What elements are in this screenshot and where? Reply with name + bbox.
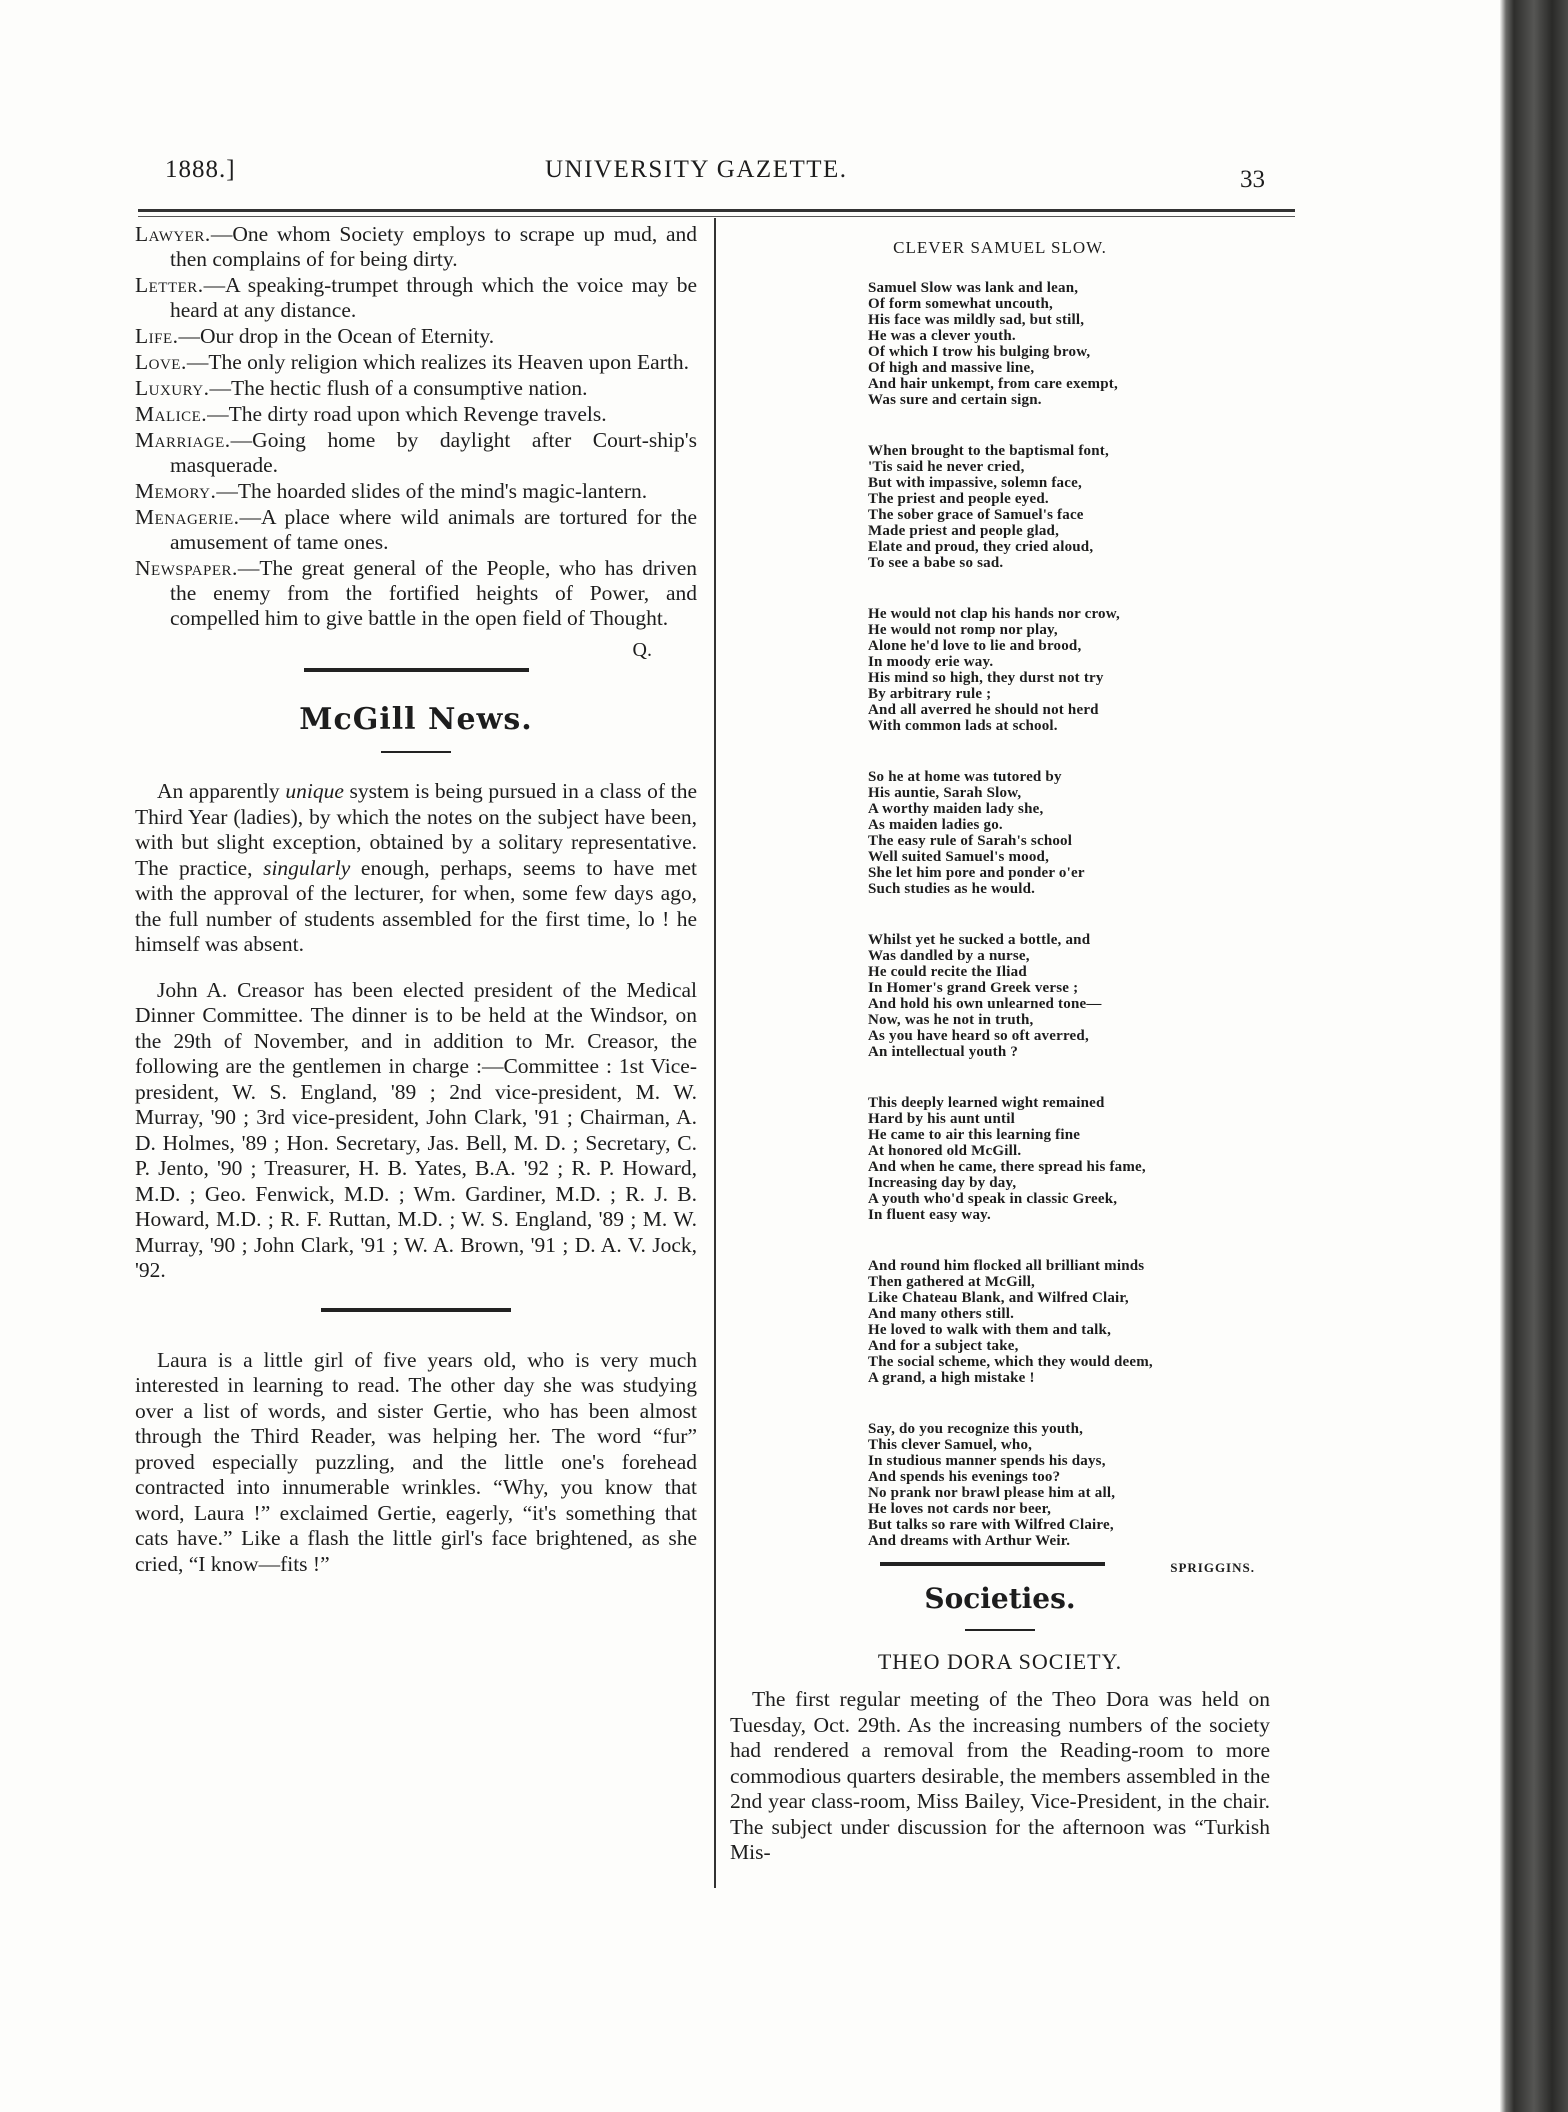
header-rule (138, 209, 1295, 212)
definition-entry (135, 376, 697, 401)
poem-line: When brought to the baptismal font, (868, 443, 1109, 459)
definition-term: Lawyer. (135, 222, 211, 246)
poem-line: Of which I trow his bulging brow, (868, 344, 1091, 360)
poem-line: No prank nor brawl please him at all, (868, 1485, 1116, 1501)
page-number: 33 (1240, 166, 1265, 193)
definition-term: Luxury. (135, 376, 210, 400)
societies-heading: Societies. (924, 1582, 1076, 1615)
poem-line: And spends his evenings too? (868, 1469, 1061, 1485)
poem-line: She let him pore and ponder o'er (868, 865, 1085, 881)
poem-line: Now, was he not in truth, (868, 1012, 1034, 1028)
poem-signature: SPRIGGINS. (1170, 1560, 1255, 1575)
right-column (730, 238, 1270, 1866)
poem-line: A youth who'd speak in classic Greek, (868, 1191, 1118, 1207)
poem-line: With common lads at school. (868, 718, 1058, 734)
news-paragraph-1: An apparently unique system is being pursued in a class of the Third Year (ladies), by which the notes on the subject have been, with but slight exception, obtained by a solitary representative. The practice, singularly enough, perhaps, seems to have met with the approval of the lecturer, for when, some few days ago, the full number of students assembled for the first time, lo ! he himself was absent. (135, 779, 698, 956)
definition-text: —The hoarded slides of the mind's magic-lantern. (216, 479, 648, 503)
poem-line: He loved to walk with them and talk, (868, 1322, 1112, 1338)
poem-line: He would not clap his hands nor crow, (868, 606, 1120, 622)
definition-term: Love. (135, 350, 187, 374)
poem-stanza (868, 280, 1270, 408)
section-rule-2 (321, 1308, 511, 1312)
definition-text: —One whom Society employs to scrape up mud, and then complains of for being dirty. (170, 222, 697, 271)
heading-rule (381, 751, 451, 753)
poem-line: At honored old McGill. (868, 1143, 1022, 1159)
poem-line: And hair unkempt, from care exempt, (868, 376, 1118, 392)
left-column (135, 222, 697, 1577)
poem-line: In fluent easy way. (868, 1207, 991, 1223)
definition-term: Menagerie. (135, 505, 240, 529)
definitions-list (135, 222, 697, 631)
header-year: 1888.] (165, 156, 236, 183)
poem-line: A worthy maiden lady she, (868, 801, 1044, 817)
poem-line: And many others still. (868, 1306, 1015, 1322)
poem-line: He loves not cards nor beer, (868, 1501, 1052, 1517)
column-divider (714, 218, 716, 1888)
poem-line: In Homer's grand Greek verse ; (868, 980, 1079, 996)
definition-text: —The only religion which realizes its Heaven upon Earth. (186, 350, 689, 374)
definition-entry (135, 556, 697, 631)
poem-stanza (868, 606, 1270, 734)
poem-line: In moody erie way. (868, 654, 994, 670)
poem-line: But talks so rare with Wilfred Claire, (868, 1517, 1114, 1533)
poem-line: Whilst yet he sucked a bottle, and (868, 932, 1091, 948)
poem-line: Such studies as he would. (868, 881, 1036, 897)
poem-line: The easy rule of Sarah's school (868, 833, 1073, 849)
definition-entry (135, 222, 697, 272)
poem-line: Say, do you recognize this youth, (868, 1421, 1084, 1437)
poem-line: Alone he'd love to lie and brood, (868, 638, 1082, 654)
book-spine (1500, 0, 1568, 2112)
definition-term: Marriage. (135, 428, 231, 452)
definitions-signature: Q. (632, 639, 652, 661)
poem-line: 'Tis said he never cried, (868, 459, 1025, 475)
poem-line: The priest and people eyed. (868, 491, 1049, 507)
poem-line: But with impassive, solemn face, (868, 475, 1082, 491)
poem-line: His face was mildly sad, but still, (868, 312, 1085, 328)
societies-rule (965, 1629, 1035, 1631)
poem-line: Was dandled by a nurse, (868, 948, 1030, 964)
definition-term: Malice. (135, 402, 208, 426)
poem-line: So he at home was tutored by (868, 769, 1062, 785)
poem-line: And round him flocked all brilliant minds (868, 1258, 1145, 1274)
definition-text: —Our drop in the Ocean of Eternity. (178, 324, 495, 348)
poem-line: The sober grace of Samuel's face (868, 507, 1084, 523)
definition-term: Memory. (135, 479, 217, 503)
news-paragraph-2: John A. Creasor has been elected president of the Medical Dinner Committee. The dinner is to be held at the Windsor, on the 29th of November, and in addition to Mr. Creasor, the following are the gentlemen in charge :—Committee : 1st Vice-president, W. S. England, '89 ; 2nd vice-president, M. W. Murray, '90 ; 3rd vice-president, John Clark, '91 ; Chairman, A. D. Holmes, '89 ; Hon. Secretary, Jas. Bell, M. D. ; Secretary, C. P. Jento, '90 ; Treasurer, H. B. Yates, B.A. '92 ; R. P. Howard, M.D. ; Geo. Fenwick, M.D. ; Wm. Gardiner, M.D. ; R. J. B. Howard, M.D. ; R. F. Ruttan, M.D. ; W. S. England, '89 ; M. W. Murray, '90 ; John Clark, '91 ; W. A. Brown, '91 ; D. A. V. Jock, '92. (135, 977, 697, 1282)
poem-line: To see a babe so sad. (868, 555, 1004, 571)
definition-entry (135, 402, 697, 427)
section-rule (304, 668, 529, 672)
poem-line: A grand, a high mistake ! (868, 1370, 1035, 1386)
poem-line: As maiden ladies go. (868, 817, 1003, 833)
societies-paragraph: The first regular meeting of the Theo Dora was held on Tuesday, Oct. 29th. As the increasing numbers of the society had rendered a removal from the Reading-room to more commodious quarters desirable, the members assembled in the 2nd year class-room, Miss Bailey, Vice-President, in the chair. The subject under discussion for the afternoon was “Turkish Mis- (730, 1687, 1270, 1864)
poem-line: His mind so high, they durst not try (868, 670, 1104, 686)
definition-entry (135, 428, 697, 478)
poem-line: Of form somewhat uncouth, (868, 296, 1053, 312)
definition-text: —The great general of the People, who has driven the enemy from the fortified heights of Power, and compelled him to give battle in the open field of Thought. (170, 556, 697, 630)
poem-line: In studious manner spends his days, (868, 1453, 1106, 1469)
page-header (150, 156, 1290, 196)
poem-line: Like Chateau Blank, and Wilfred Clair, (868, 1290, 1129, 1306)
poem-line: He would not romp nor play, (868, 622, 1058, 638)
poem-line: Made priest and people glad, (868, 523, 1060, 539)
definition-entry (135, 505, 697, 555)
poem-line: Of high and massive line, (868, 360, 1035, 376)
poem-line: He could recite the Iliad (868, 964, 1027, 980)
poem-line: And for a subject take, (868, 1338, 1019, 1354)
definition-entry (135, 324, 697, 349)
poem-line: And dreams with Arthur Weir. (868, 1533, 1071, 1549)
poem-line: His auntie, Sarah Slow, (868, 785, 1022, 801)
poem-line: He was a clever youth. (868, 328, 1016, 344)
poem-line: He came to air this learning fine (868, 1127, 1081, 1143)
poem-line: By arbitrary rule ; (868, 686, 992, 702)
poem-line: An intellectual youth ? (868, 1044, 1019, 1060)
poem-title: CLEVER SAMUEL SLOW. (893, 238, 1107, 257)
poem-line: This clever Samuel, who, (868, 1437, 1033, 1453)
poem-line: Increasing day by day, (868, 1175, 1017, 1191)
mcgill-news-heading: McGill News. (299, 702, 533, 737)
poem-line: Hard by his aunt until (868, 1111, 1015, 1127)
poem-stanzas (730, 280, 1270, 1549)
news-paragraph-3: Laura is a little girl of five years old, who is very much interested in learning to read. The other day she was studying over a list of words, and sister Gertie, who has been almost through the Third Reader, was helping her. The word “fur” proved especially puzzling, and the little one's forehead contracted into innumerable wrinkles. “Why, you know that word, Laura !” exclaimed Gertie, eagerly, “it's something that cats have.” Like a flash the little girl's face brightened, as she cried, “I know—fits !” (135, 1347, 697, 1576)
poem-stanza (868, 1421, 1270, 1549)
definition-entry (135, 479, 697, 504)
poem-stanza (868, 932, 1270, 1060)
definition-entry (135, 350, 697, 375)
poem-line: This deeply learned wight remained (868, 1095, 1105, 1111)
poem-line: And when he came, there spread his fame, (868, 1159, 1146, 1175)
poem-line: As you have heard so oft averred, (868, 1028, 1089, 1044)
definition-entry (135, 273, 697, 323)
poem-line: Samuel Slow was lank and lean, (868, 280, 1079, 296)
definition-term: Newspaper. (135, 556, 238, 580)
poem-line: Well suited Samuel's mood, (868, 849, 1050, 865)
definition-text: —A place where wild animals are tortured for the amusement of tame ones. (170, 505, 697, 554)
poem-stanza (868, 769, 1270, 897)
definition-text: —Going home by daylight after Court-ship's masquerade. (170, 428, 697, 477)
definition-text: —The hectic flush of a consumptive nation. (209, 376, 588, 400)
definition-text: —The dirty road upon which Revenge travels. (207, 402, 607, 426)
poem-stanza (868, 1095, 1270, 1223)
definition-term: Life. (135, 324, 179, 348)
poem-line: The social scheme, which they would deem, (868, 1354, 1153, 1370)
header-title: UNIVERSITY GAZETTE. (545, 156, 848, 183)
poem-line: Was sure and certain sign. (868, 392, 1042, 408)
poem-stanza (868, 1258, 1270, 1386)
definition-text: —A speaking-trumpet through which the voice may be heard at any distance. (170, 273, 697, 322)
poem-line: And all averred he should not herd (868, 702, 1099, 718)
poem-line: Then gathered at McGill, (868, 1274, 1036, 1290)
poem-line: And hold his own unlearned tone— (868, 996, 1102, 1012)
header-rule-thin (138, 216, 1295, 217)
section-rule-3 (880, 1562, 1105, 1566)
poem-line: Elate and proud, they cried aloud, (868, 539, 1094, 555)
theo-dora-heading: THEO DORA SOCIETY. (877, 1649, 1123, 1674)
definition-term: Letter. (135, 273, 204, 297)
poem-stanza (868, 443, 1270, 571)
